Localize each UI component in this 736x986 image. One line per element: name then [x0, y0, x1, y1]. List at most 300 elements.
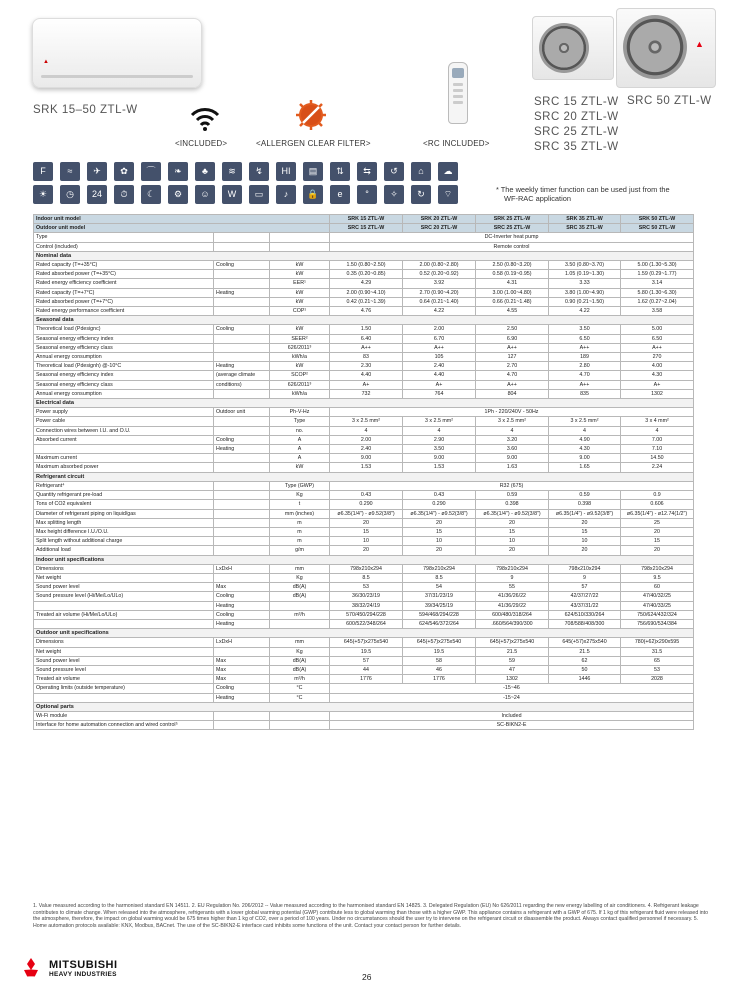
wifi-included-label: <INCLUDED> — [175, 139, 228, 148]
outdoor-unit-large-image — [616, 8, 716, 88]
table-cell: 20 — [330, 518, 403, 527]
table-row — [34, 445, 694, 454]
table-row — [34, 371, 694, 380]
table-cell: 19.5 — [330, 647, 403, 656]
table-cell: kW — [270, 325, 330, 334]
table-cell: 1.05 (0.19~1.30) — [549, 270, 621, 279]
table-cell: Heating — [214, 362, 270, 371]
table-cell: EER¹ — [270, 279, 330, 288]
table-cell: Max — [214, 665, 270, 674]
table-cell: 9 — [549, 573, 621, 582]
table-cell — [214, 527, 270, 536]
table-cell: Wi-Fi module — [34, 711, 214, 720]
table-cell: -15~24 — [330, 693, 694, 702]
header-cell: SRK 35 ZTL-W — [549, 215, 621, 224]
table-cell: 2.00 — [403, 325, 476, 334]
table-cell: 9.5 — [621, 573, 694, 582]
weekly-timer-icon: W — [222, 185, 242, 204]
table-row — [34, 518, 694, 527]
clock-icon: ◷ — [60, 185, 80, 204]
table-cell: Seasonal energy efficiency class — [34, 380, 214, 389]
header-cell: SRC 50 ZTL-W — [621, 224, 694, 233]
table-cell: 798x210x294 — [330, 564, 403, 573]
table-cell: 2.24 — [621, 463, 694, 472]
table-cell: 4 — [403, 426, 476, 435]
table-cell: A++ — [549, 380, 621, 389]
table-row — [34, 481, 694, 490]
table-cell: ø6.35(1/4") - ø9.52(3/8") — [549, 509, 621, 518]
table-cell: 15 — [549, 527, 621, 536]
eco-icon: e — [330, 185, 350, 204]
table-cell: 3.50 (0.80~3.70) — [549, 261, 621, 270]
header-cell: Outdoor unit model — [34, 224, 330, 233]
outdoor-unit-logo: ▲ — [695, 39, 704, 49]
table-cell: A++ — [621, 343, 694, 352]
table-cell: LxDxH — [214, 638, 270, 647]
table-cell: 2.50 — [476, 325, 549, 334]
table-cell: A++ — [330, 343, 403, 352]
table-cell: Outdoor unit — [214, 408, 270, 417]
table-cell: 5.00 (1.30~5.30) — [621, 261, 694, 270]
table-cell: 41/36/29/22 — [476, 601, 549, 610]
table-cell: 798x210x294 — [549, 564, 621, 573]
table-cell: A — [270, 454, 330, 463]
house-icon: ⌂ — [411, 162, 431, 181]
table-cell: 10 — [403, 537, 476, 546]
table-cell: 57 — [549, 583, 621, 592]
table-cell: 9.00 — [403, 454, 476, 463]
header-cell: SRC 15 ZTL-W — [330, 224, 403, 233]
table-cell: 2.80 — [549, 362, 621, 371]
table-cell: A+ — [330, 380, 403, 389]
table-cell: 1.59 (0.29~1.77) — [621, 270, 694, 279]
section-title: Seasonal data — [34, 316, 694, 325]
header-cell: SRK 15 ZTL-W — [330, 215, 403, 224]
table-cell: 2.70 — [476, 362, 549, 371]
wind-icon: ≋ — [222, 162, 242, 181]
table-row — [34, 601, 694, 610]
table-cell: 0.290 — [403, 500, 476, 509]
table-cell — [214, 537, 270, 546]
table-cell: 594/468/294/228 — [403, 610, 476, 619]
table-cell: 15 — [330, 527, 403, 536]
table-cell: dB(A) — [270, 665, 330, 674]
wifi-tile-icon: ⌔ — [438, 185, 458, 204]
table-row — [34, 380, 694, 389]
sun-icon: ☀ — [33, 185, 53, 204]
table-cell: A — [270, 445, 330, 454]
table-cell: °C — [270, 684, 330, 693]
outdoor-caption-20: SRC 20 ZTL-W — [534, 111, 619, 123]
section-row — [34, 399, 694, 408]
24h-timer-icon: 24 — [87, 185, 107, 204]
table-cell: 15 — [621, 537, 694, 546]
table-cell: 53 — [330, 583, 403, 592]
table-cell: 1446 — [549, 675, 621, 684]
table-cell: 47/40/33/25 — [621, 601, 694, 610]
table-cell — [34, 601, 214, 610]
table-cell: Ph-V-Hz — [270, 408, 330, 417]
table-cell: 4.22 — [549, 307, 621, 316]
table-cell: 4.90 — [549, 435, 621, 444]
table-cell: 62 — [549, 656, 621, 665]
table-cell: 8.5 — [403, 573, 476, 582]
table-cell: Heating — [214, 619, 270, 628]
table-cell: Type (GWP) — [270, 481, 330, 490]
table-cell: 2.00 (0.90~4.10) — [330, 288, 403, 297]
table-row — [34, 509, 694, 518]
indoor-unit-logo: ▲ — [43, 59, 49, 65]
table-cell: 1302 — [476, 675, 549, 684]
table-cell: 0.52 (0.20~0.92) — [403, 270, 476, 279]
table-cell: Diameter of refrigerant piping on liquid/gas — [34, 509, 214, 518]
table-cell: kWh/a — [270, 389, 330, 398]
indoor-unit-image — [32, 18, 202, 88]
table-cell: 65 — [621, 656, 694, 665]
table-cell: 57 — [330, 656, 403, 665]
table-cell: dB(A) — [270, 656, 330, 665]
table-row — [34, 500, 694, 509]
table-cell: Rated capacity (T=+7°C) — [34, 288, 214, 297]
table-cell: Additional load — [34, 546, 214, 555]
allergen-filter-label: <ALLERGEN CLEAR FILTER> — [256, 139, 371, 148]
table-cell: R32 (675) — [330, 481, 694, 490]
table-row — [34, 334, 694, 343]
table-cell: 2.40 — [330, 445, 403, 454]
table-row — [34, 693, 694, 702]
table-cell — [214, 463, 270, 472]
hi-power-icon: HI — [276, 162, 296, 181]
cloud-icon: ☁ — [438, 162, 458, 181]
table-cell: Sound power level — [34, 583, 214, 592]
specifications-table — [33, 214, 694, 730]
table-cell: SEER² — [270, 334, 330, 343]
table-cell: 20 — [476, 518, 549, 527]
table-cell: 55 — [476, 583, 549, 592]
table-cell: kW — [270, 261, 330, 270]
table-row — [34, 417, 694, 426]
feature-icons — [33, 162, 473, 206]
table-cell: 4.70 — [476, 371, 549, 380]
table-cell: 15 — [476, 527, 549, 536]
table-header-row — [34, 215, 694, 224]
table-cell: m — [270, 518, 330, 527]
table-cell: 1.50 — [330, 325, 403, 334]
table-row — [34, 711, 694, 720]
table-cell: Max height difference I.U./O.U. — [34, 527, 214, 536]
table-cell: 0.59 — [476, 491, 549, 500]
table-cell — [214, 233, 270, 242]
table-cell: 53 — [621, 665, 694, 674]
table-cell: Net weight — [34, 573, 214, 582]
table-cell — [214, 297, 270, 306]
table-cell: 764 — [403, 389, 476, 398]
table-cell — [214, 353, 270, 362]
table-cell: 10 — [476, 537, 549, 546]
table-cell: Seasonal energy efficiency index — [34, 334, 214, 343]
table-cell: 4.40 — [330, 371, 403, 380]
table-row — [34, 527, 694, 536]
table-cell: Heating — [214, 601, 270, 610]
table-cell: mm — [270, 638, 330, 647]
table-cell: 189 — [549, 353, 621, 362]
table-cell — [270, 619, 330, 628]
table-cell — [214, 343, 270, 352]
table-cell: 4.00 — [621, 362, 694, 371]
table-cell: Cooling — [214, 435, 270, 444]
table-cell: 4.40 — [403, 371, 476, 380]
self-clean-icon: ↻ — [411, 185, 431, 204]
table-row — [34, 242, 694, 251]
timer-note-line1: * The weekly timer function can be used just from the — [496, 185, 670, 194]
table-cell: Absorbed current — [34, 435, 214, 444]
table-cell: Rated absorbed power (T=+7°C) — [34, 297, 214, 306]
table-cell: Cooling — [214, 684, 270, 693]
table-header-row — [34, 224, 694, 233]
section-row — [34, 629, 694, 638]
brand-line1: MITSUBISHI — [49, 959, 118, 971]
table-cell: -15~46 — [330, 684, 694, 693]
table-cell: 0.90 (0.21~1.50) — [549, 297, 621, 306]
table-cell: Tons of CO2 equivalent — [34, 500, 214, 509]
table-cell: 0.66 (0.21~1.48) — [476, 297, 549, 306]
table-cell: A++ — [476, 380, 549, 389]
table-cell: 626/2011³ — [270, 380, 330, 389]
table-cell: no. — [270, 426, 330, 435]
table-cell: 750/624/432/324 — [621, 610, 694, 619]
table-cell: Maximum current — [34, 454, 214, 463]
plane-icon: ✈ — [87, 162, 107, 181]
table-cell — [34, 619, 214, 628]
table-cell: 21.5 — [549, 647, 621, 656]
table-cell: 3.92 — [403, 279, 476, 288]
table-cell: 3.00 (1.00~4.80) — [476, 288, 549, 297]
table-cell: Type — [270, 417, 330, 426]
table-cell: Theoretical load (Pdesignh) @-10°C — [34, 362, 214, 371]
table-cell: 2.30 — [330, 362, 403, 371]
table-cell — [214, 509, 270, 518]
lr-swing-icon: ⇆ — [357, 162, 377, 181]
table-cell: 3.60 — [476, 445, 549, 454]
table-cell: .660/564/390/300 — [476, 619, 549, 628]
table-row — [34, 408, 694, 417]
table-cell: 3.50 — [403, 445, 476, 454]
table-cell: 20 — [621, 546, 694, 555]
table-cell: SCOP² — [270, 371, 330, 380]
table-cell — [34, 445, 214, 454]
header-cell: SRC 25 ZTL-W — [476, 224, 549, 233]
table-cell: SC-BIKN2-E — [330, 721, 694, 730]
fuzzy-icon: F — [33, 162, 53, 181]
table-cell: 645(+57)x275x540 — [476, 638, 549, 647]
indoor-unit-caption: SRK 15–50 ZTL-W — [33, 104, 138, 116]
table-cell: 2.70 (0.90~4.20) — [403, 288, 476, 297]
table-cell: 270 — [621, 353, 694, 362]
table-cell: 5.80 (1.30~6.30) — [621, 288, 694, 297]
table-cell: 624/510/330/264 — [549, 610, 621, 619]
table-cell: dB(A) — [270, 583, 330, 592]
footnotes: 1. Value measured according to the harmonised standard EN 14511. 2. EU Regulation No. 206/2012 -- Value measured according to the harmonised standard EN 14825. 3. Delegated Regulation (EU) No 626/2011 regarding the new energy labelling of air conditioners. 4. Refrigerant leakage contributes to climate change. When released into the atmosphere, refrigerants with a lower global warming potential (GWP) contribute less to global warming than those with a higher GWP. This appliance contains a refrigerant with a GWP of 675. If 1 kg of this refrigerant fluid were released into the atmosphere, therefore, the impact on global warming would be 675 times higher than 1 kg of CO2, over a period of 100 years. Under no circumstances should the user try to intervene on the refrigerant circuit or disassemble the product. Always contact qualified personnel if necessary. 5. Home automation protocols available: KNX, Modbus, BACnet. The use of the SC-BIKN2-E interface card inhibits some functions of the unit. Contact your contact person for further details. — [33, 903, 709, 929]
table-cell — [214, 518, 270, 527]
table-cell: 47/40/32/25 — [621, 592, 694, 601]
table-cell: ø6.35(1/4") - ø12.74(1/2") — [621, 509, 694, 518]
table-cell: 4.55 — [476, 307, 549, 316]
section-title: Indoor unit specifications — [34, 555, 694, 564]
table-cell: 3 x 2.5 mm² — [476, 417, 549, 426]
table-cell: 4 — [476, 426, 549, 435]
table-cell: A++ — [549, 343, 621, 352]
table-row — [34, 573, 694, 582]
table-cell: 20 — [476, 546, 549, 555]
table-cell: 6.90 — [476, 334, 549, 343]
table-row — [34, 261, 694, 270]
table-cell: Dimensions — [34, 564, 214, 573]
table-cell: Heating — [214, 445, 270, 454]
table-cell: 105 — [403, 353, 476, 362]
table-cell: 127 — [476, 353, 549, 362]
table-cell: Rated energy performance coefficient — [34, 307, 214, 316]
table-cell: g/m — [270, 546, 330, 555]
table-cell: 59 — [476, 656, 549, 665]
table-cell: 835 — [549, 389, 621, 398]
table-cell: 46 — [403, 665, 476, 674]
section-row — [34, 251, 694, 260]
table-row — [34, 325, 694, 334]
table-cell: 1302 — [621, 389, 694, 398]
table-cell — [214, 270, 270, 279]
table-cell: 43/37/31/22 — [549, 601, 621, 610]
table-cell: 3 x 2.5 mm² — [330, 417, 403, 426]
table-cell: Kg — [270, 647, 330, 656]
table-cell: 624/546/372/264 — [403, 619, 476, 628]
section-title: Refrigerant circuit — [34, 472, 694, 481]
table-cell: Seasonal energy efficiency class — [34, 343, 214, 352]
table-cell: 645(+57)x275x540 — [330, 638, 403, 647]
header-cell: SRC 35 ZTL-W — [549, 224, 621, 233]
table-cell: 2.00 — [330, 435, 403, 444]
table-cell: 9.00 — [549, 454, 621, 463]
table-cell: 20 — [621, 527, 694, 536]
table-cell: 9.00 — [330, 454, 403, 463]
table-cell: 6.50 — [621, 334, 694, 343]
table-row — [34, 297, 694, 306]
table-cell: Theoretical load (Pdesignc) — [34, 325, 214, 334]
table-cell: 2.50 (0.80~3.20) — [476, 261, 549, 270]
table-cell: 732 — [330, 389, 403, 398]
table-cell: 83 — [330, 353, 403, 362]
table-cell — [214, 417, 270, 426]
header-cell: Indoor unit model — [34, 215, 330, 224]
table-cell: Power cable — [34, 417, 214, 426]
table-cell: m — [270, 527, 330, 536]
table-cell: 570/450/294/228 — [330, 610, 403, 619]
table-cell: (average climate — [214, 371, 270, 380]
outdoor-caption-50: SRC 50 ZTL-W — [627, 95, 712, 107]
table-cell: 4.76 — [330, 307, 403, 316]
table-cell: Seasonal energy efficiency index — [34, 371, 214, 380]
table-cell — [270, 601, 330, 610]
table-cell: Heating — [214, 288, 270, 297]
remote-control-image — [448, 62, 468, 124]
outdoor-caption-15: SRC 15 ZTL-W — [534, 96, 619, 108]
table-cell: 0.606 — [621, 500, 694, 509]
table-cell: 798x210x294 — [621, 564, 694, 573]
table-cell: 1.50 (0.80~2.50) — [330, 261, 403, 270]
table-cell: 3 x 2.5 mm² — [403, 417, 476, 426]
table-cell: 2028 — [621, 675, 694, 684]
table-row — [34, 454, 694, 463]
table-cell: ø6.35(1/4") - ø9.52(3/8") — [330, 509, 403, 518]
table-cell: kW — [270, 288, 330, 297]
vane-icon: ⌒ — [141, 162, 161, 181]
table-cell: m — [270, 537, 330, 546]
table-cell: 1.63 — [476, 463, 549, 472]
leaf-icon: ❧ — [168, 162, 188, 181]
table-cell: 20 — [549, 546, 621, 555]
table-cell: Sound pressure level (Hi/Me/Lo/ULo) — [34, 592, 214, 601]
table-cell: 708/588/408/300 — [549, 619, 621, 628]
table-cell: Rated capacity (T=+35°C) — [34, 261, 214, 270]
table-cell: Cooling — [214, 592, 270, 601]
page-number: 26 — [362, 972, 372, 982]
table-cell: Kg — [270, 491, 330, 500]
table-row — [34, 463, 694, 472]
table-row — [34, 546, 694, 555]
table-cell: 47 — [476, 665, 549, 674]
table-row — [34, 426, 694, 435]
table-cell: 3 x 4 mm² — [621, 417, 694, 426]
table-cell: 0.59 — [549, 491, 621, 500]
table-cell: Max splitting length — [34, 518, 214, 527]
table-cell — [270, 721, 330, 730]
table-cell: ø6.35(1/4") - ø9.52(3/8") — [403, 509, 476, 518]
table-cell — [34, 693, 214, 702]
table-cell — [270, 233, 330, 242]
table-cell: Included — [330, 711, 694, 720]
drop-icon: ≈ — [60, 162, 80, 181]
table-row — [34, 435, 694, 444]
table-cell: 6.40 — [330, 334, 403, 343]
settings-icon: ⚙ — [168, 185, 188, 204]
table-cell — [214, 426, 270, 435]
table-cell: COP¹ — [270, 307, 330, 316]
table-cell: 10 — [549, 537, 621, 546]
table-cell: 9 — [476, 573, 549, 582]
table-cell: 0.43 — [330, 491, 403, 500]
header-cell: SRK 50 ZTL-W — [621, 215, 694, 224]
table-row — [34, 619, 694, 628]
table-cell: 7.10 — [621, 445, 694, 454]
table-cell: 4 — [330, 426, 403, 435]
up-down-icon: ⇅ — [330, 162, 350, 181]
table-cell: Sound power level — [34, 656, 214, 665]
wifi-icon — [190, 104, 220, 132]
table-cell — [214, 491, 270, 500]
section-row — [34, 702, 694, 711]
table-cell: 25 — [621, 518, 694, 527]
table-cell: 20 — [330, 546, 403, 555]
table-row — [34, 592, 694, 601]
outdoor-caption-25: SRC 25 ZTL-W — [534, 126, 619, 138]
table-row — [34, 675, 694, 684]
table-cell: 3.50 — [549, 325, 621, 334]
table-cell: Refrigerant⁴ — [34, 481, 214, 490]
table-cell: 4 — [621, 426, 694, 435]
table-cell: 10 — [330, 537, 403, 546]
table-cell: 2.40 — [403, 362, 476, 371]
tree-icon: ♣ — [195, 162, 215, 181]
table-cell: kWh/a — [270, 353, 330, 362]
